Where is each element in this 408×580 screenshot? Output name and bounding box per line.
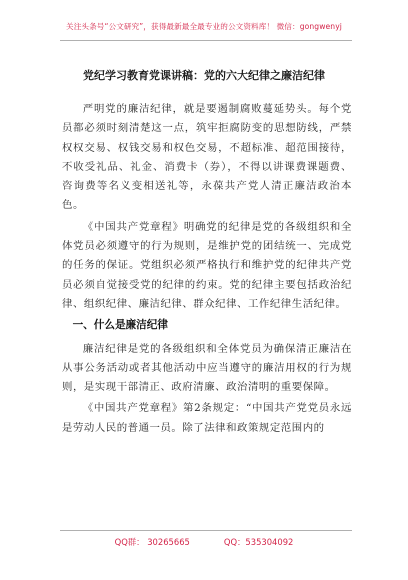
section-paragraph-2: 《中国共产党章程》第2条规定：“中国共产党党员永远是劳动人民的普通一员。除了法律和政策规定范围内的 [62,402,352,434]
document-body [62,100,352,438]
paragraph-1: 严明党的廉洁纪律，就是要遏制腐败蔓延势头。每个党员都必须时刻清楚这一点，筑牢拒腐防变的思想防线，严禁权权交易、权钱交易和权色交易，不超标准、超范围接待，不收受礼品、礼金、消费卡（券），不得以讲课费课题费、咨询费等名义变相送礼等，永葆共产党人清正廉洁政治本色。 [62,103,352,212]
footer-qq: QQ：535304092 [223,537,294,547]
document-title: 党纪学习教育党课讲稿：党的六大纪律之廉洁纪律 [83,69,325,82]
paragraph-2: 《中国共产党章程》明确党的纪律是党的各级组织和全体党员必须遵守的行为规则，是维护党的团结统一、完成党的任务的保证。党组织必须严格执行和维护党的纪律共产党员必须自觉接受党的纪律的约束。党的纪律主要包括政治纪律、组织纪律、廉洁纪律、群众纪律、工作纪律生活纪律。 [62,220,352,310]
section-paragraph-1: 廉洁纪律是党的各级组织和全体党员为确保清正廉洁在从事公务活动或者其他活动中应当遵守的廉洁用权的行为规则，是实现干部清正、政府清廉、政治清明的重要保障。 [62,342,352,394]
header-notice: 关注头条号“公文研究”，获得最新最全最专业的公文资料库！ 微信：gongwenyj [66,22,342,31]
section-heading: 一、什么是廉洁纪律 [72,319,168,332]
footer-divider [60,530,352,531]
footer-contact [0,536,408,548]
footer-qq-group: QQ群： 30265665 [114,537,190,547]
header-divider [60,40,352,41]
